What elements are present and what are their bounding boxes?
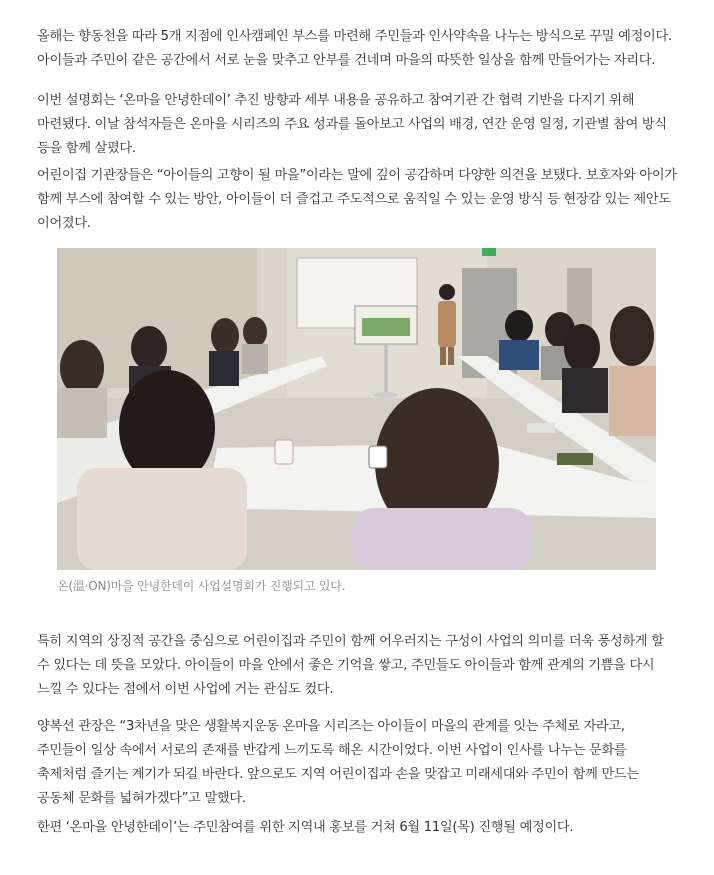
paragraph-3: 어린이집 기관장들은 “아이들의 고향이 될 마을”이라는 말에 깊이 공감하며 다양한 의견을 보탰다. 보호자와 아이가 함께 부스에 참여할 수 있는 방안, 아이들이 더 즐겁고 주도적으로 움직일 수 있는 운영 방식 등 현장감 있는 제안도 이어졌다.	[37, 168, 677, 231]
paragraph-2: 이번 설명회는 ‘온마을 안녕한데이’ 추진 방향과 세부 내용을 공유하고 참여기관 간 협력 기반을 다지기 위해 마련됐다. 이날 참석자들은 온마을 시리즈의 주요 성과를 돌아보고 사업의 배경, 연간 운영 일정, 기관별 참여 방식 등을 함께 살폈다.	[37, 93, 667, 156]
paragraph-5: 양복선 관장은 “3차년을 맞은 생활복지운동 온마을 시리즈는 아이들이 마을의 관계를 잇는 주체로 자라고, 주민들이 일상 속에서 서로의 존재를 반갑게 느끼도록 해온 시간이었다. 이번 사업이 인사를 나누는 문화를 축제처럼 즐기는 계기가 되길 바란다. 앞으로도 지역 어린이집과 손을 맞잡고 미래세대와 주민이 함께 만드는 공동체 문화를 넓혀가겠다”고 말했다.	[37, 719, 639, 806]
paragraph-1: 올해는 향동천을 따라 5개 지점에 인사캠페인 부스를 마련해 주민들과 인사약속을 나누는 방식으로 꾸밀 예정이다. 아이들과 주민이 같은 공간에서 서로 눈을 맞추고 안부를 건네며 마을의 따뜻한 일상을 함께 만들어가는 자리다.	[37, 29, 672, 68]
paragraph-6: 한편 ‘온마을 안녕한데이’는 주민참여를 위한 지역내 홍보를 거쳐 6월 11일(목) 진행될 예정이다.	[37, 820, 574, 835]
paragraph-4: 특히 지역의 상징적 공간을 중심으로 어린이집과 주민이 함께 어우러지는 구성이 사업의 의미를 더욱 풍성하게 할 수 있다는 데 뜻을 모았다. 아이들이 마을 안에서 좋은 기억을 쌓고, 주민들도 아이들과 함께 관계의 기쁨을 다시 느낄 수 있다는 점에서 이번 사업에 거는 관심도 컸다.	[37, 634, 664, 697]
meeting-photo	[57, 248, 656, 570]
photo-caption: 온(溫·ON)마을 안녕한데이 사업설명회가 진행되고 있다.	[57, 579, 346, 593]
